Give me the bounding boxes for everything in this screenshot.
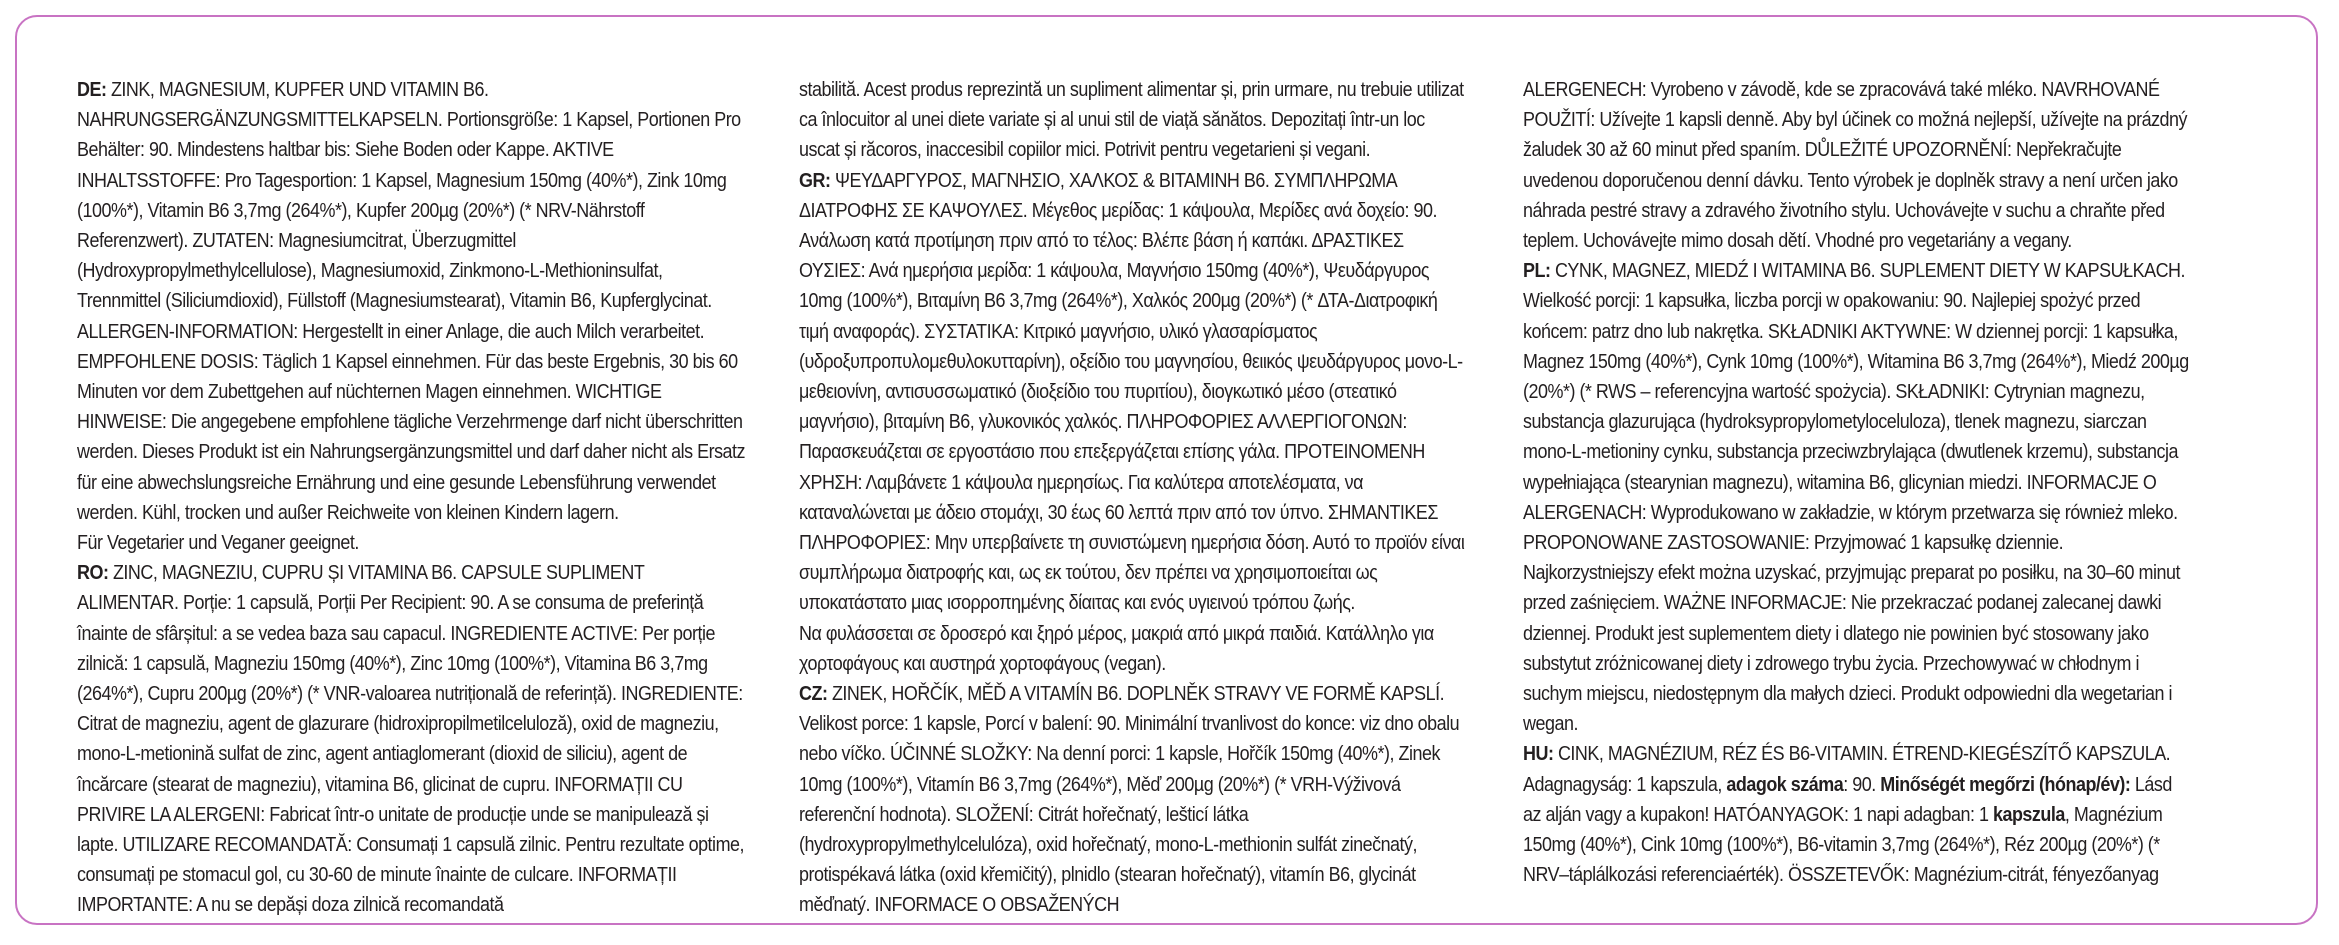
hu-bold-3: kapszula bbox=[1992, 803, 2065, 826]
section-cz bbox=[799, 679, 1468, 921]
section-ro bbox=[77, 558, 746, 920]
gr-tail: Να φυλάσσεται σε δροσερό και ξηρό μέρος, μακριά από μικρά παιδιά. Κατάλληλο για χορτοφάγους και αυστηρά χορτοφάγους (vegan). bbox=[799, 622, 1434, 675]
lang-code-gr: GR: bbox=[799, 169, 831, 192]
pl-text: CYNK, MAGNEZ, MIEDŹ I WITAMINA B6. SUPLEMENT DIETY W KAPSUŁKACH. Wielkość porcji: 1 kapsułka, liczba porcji w opakowaniu: 90. Najlepiej spożyć przed końcem: patrz dno lub nakrętka. SKŁADNIKI AKTYWNE: W dziennej porcji: 1 kapsułka, Magnez 150mg (40%*), Cynk 10mg (100%*), Witamina B6 3,7mg (264%*), Miedź 200µg (20%*) (* RWS – referencyjna wartość spożycia). SKŁADNIKI: Cytrynian magnezu, substancja glazurująca (hydroksypropylometyloceluloza), tlenek magnezu, siarczan mono-L-metioniny cynku, substancja przeciwzbrylająca (dwutlenek krzemu), substancja wypełniająca (stearynian magnezu), witamina B6, glicynian miedzi. INFORMACJE O ALERGENACH: Wyprodukowano w zakładzie, w którym przetwarza się również mleko. PROPONOWANE ZASTOSOWANIE: Przyjmować 1 kapsułkę dziennie. Najkorzystniejszy efekt można uzyskać, przyjmując preparat po posiłku, na 30–60 minut przed zaśnięciem. WAŻNE INFORMACJE: Nie przekraczać podanej zalecanej dawki dziennej. Produkt jest suplementem diety i dlatego nie powinien być stosowany jako substytut zróżnicowanej diety i zdrowego trybu życia. Przechowywać w chłodnym i suchym miejscu, niedostępnym dla małych dzieci. Produkt odpowiedni dla wegetarian i wegan. bbox=[1523, 260, 2189, 736]
lang-code-cz: CZ: bbox=[799, 683, 828, 706]
hu-text-2: : 90. bbox=[1843, 773, 1881, 796]
column-left bbox=[77, 75, 746, 921]
section-hu bbox=[1523, 739, 2192, 890]
column-right bbox=[1523, 75, 2192, 890]
de-title: ZINK, MAGNESIUM, KUPFER UND VITAMIN B6. bbox=[106, 79, 489, 101]
hu-text-1: CINK, MAGNÉZIUM, RÉZ ÉS B6-VITAMIN. ÉTREND-KIEGÉSZÍTŐ KAPSZULA. Adagnagyság: 1 kapszula, bbox=[1523, 743, 2171, 796]
column-middle bbox=[799, 75, 1468, 921]
ro-continued: stabilită. Acest produs reprezintă un supliment alimentar și, prin urmare, nu trebuie utilizat ca înlocuitor al unei diete variate și al unui stil de viață sănătos. Depozitați într-un loc uscat și răcoros, inaccesibil copiilor mici. Potrivit pentru vegetarieni și vegani. bbox=[799, 79, 1464, 162]
cz-continued: ALERGENECH: Vyrobeno v závodě, kde se zpracovává také mléko. NAVRHOVANÉ POUŽITÍ: Užívejte 1 kapsli denně. Aby byl účinek co možná nejlepší, užívejte na prázdný žaludek 30 až 60 minut před spaním. DŮLEŽITÉ UPOZORNĚNÍ: Nepřekračujte uvedenou doporučenou denní dávku. Tento výrobek je doplněk stravy a není určen jako náhrada pestré stravy a zdravého životního stylu. Uchovávejte v suchu a chraňte před teplem. Uchovávejte mimo dosah dětí. Vhodné pro vegetariány a vegany. bbox=[1523, 79, 2188, 253]
section-pl bbox=[1523, 256, 2192, 739]
cz-text: ZINEK, HOŘČÍK, MĚĎ A VITAMÍN B6. DOPLNĚK STRAVY VE FORMĚ KAPSLÍ. Velikost porce: 1 kapsle, Porcí v balení: 90. Minimální trvanlivost do konce: viz dno obalu nebo víčko. ÚČINNÉ SLOŽKY: Na denní porci: 1 kapsle, Hořčík 150mg (40%*), Zinek 10mg (100%*), Vitamín B6 3,7mg (264%*), Měď 200µg (20%*) (* VRH-Výživová referenční hodnota). SLOŽENÍ: Citrát hořečnatý, lešticí látka (hydroxypropylmethylcelulóza), oxid hořečnatý, mono-L-methionin sulfát zinečnatý, protispékavá látka (oxid křemičitý), plnidlo (stearan hořečnatý), vitamín B6, glycinát měďnatý. INFORMACE O OBSAŽENÝCH bbox=[799, 683, 1460, 917]
de-text: NAHRUNGSERGÄNZUNGSMITTELKAPSELN. Portionsgröße: 1 Kapsel, Portionen Pro Behälter: 90. Mindestens haltbar bis: Siehe Boden oder Kappe. AKTIVE INHALTSSTOFFE: Pro Tagesportion: 1 Kapsel, Magnesium 150mg (40%*), Zink 10mg (100%*), Vitamin B6 3,7mg (264%*), Kupfer 200µg (20%*) (* NRV-Nährstoff Referenzwert). ZUTATEN: Magnesiumcitrat, Überzugmittel (Hydroxypropylmethylcellulose), Magnesiumoxid, Zinkmono-L-Methioninsulfat, Trennmittel (Siliciumdioxid), Füllstoff (Magnesiumstearat), Vitamin B6, Kupferglycinat. ALLERGEN-INFORMATION: Hergestellt in einer Anlage, die auch Milch verarbeitet. EMPFOHLENE DOSIS: Täglich 1 Kapsel einnehmen. Für das beste Ergebnis, 30 bis 60 Minuten vor dem Zubettgehen auf nüchternen Magen einnehmen. WICHTIGE HINWEISE: Die angegebene empfohlene tägliche Verzehrmenge darf nicht überschritten werden. Dieses Produkt ist ein Nahrungsergänzungsmittel und darf daher nicht als Ersatz für eine abwechslungsreiche Ernährung und eine gesunde Lebensführung verwendet werden. Kühl, trocken und außer Reichweite von kleinen Kindern lagern. bbox=[77, 109, 746, 524]
section-de bbox=[77, 75, 746, 528]
hu-bold-1: adagok száma bbox=[1726, 773, 1844, 796]
lang-code-de: DE: bbox=[77, 79, 107, 101]
lang-code-hu: HU: bbox=[1523, 743, 1554, 766]
hu-text-4: , Magnézium 150mg (40%*), Cink 10mg (100%*), B6-vitamin 3,7mg (264%*), Réz 200µg (20%*) (* NRV–táplálkozási referenciaérték). ÖSSZETEVŐK: Magnézium-citrát, fényezőanyag bbox=[1523, 803, 2163, 887]
de-tail: Für Vegetarier und Veganer geeignet. bbox=[77, 532, 359, 555]
ro-text: ZINC, MAGNEZIU, CUPRU ȘI VITAMINA B6. CAPSULE SUPLIMENT ALIMENTAR. Porție: 1 capsulă, Porții Per Recipient: 90. A se consuma de preferință înainte de sfârșitul: a se vedea baza sau capacul. INGREDIENTE ACTIVE: Per porție zilnică: 1 capsulă, Magneziu 150mg (40%*), Zinc 10mg (100%*), Vitamina B6 3,7mg (264%*), Cupru 200µg (20%*) (* VNR-valoarea nutrițională de referință). INGREDIENTE: Citrat de magneziu, agent de glazurare (hidroxipropilmetilceluloză), oxid de magneziu, mono-L-metionină sulfat de zinc, agent antiaglomerant (dioxid de siliciu), agent de încărcare (stearat de magneziu), vitamina B6, glicinat de cupru. INFORMAȚII CU PRIVIRE LA ALERGENI: Fabricat într-o unitate de producție unde se manipulează și lapte. UTILIZARE RECOMANDATĂ: Consumați 1 capsulă zilnic. Pentru rezultate optime, consumați pe stomacul gol, cu 30-60 de minute înainte de culcare. INFORMAȚII IMPORTANTE: A nu se depăși doza zilnică recomandată bbox=[77, 562, 745, 917]
lang-code-ro: RO: bbox=[77, 562, 109, 585]
section-gr bbox=[799, 166, 1468, 619]
lang-code-pl: PL: bbox=[1523, 260, 1551, 283]
gr-text: ΨΕΥΔΑΡΓΥΡΟΣ, ΜΑΓΝΗΣΙΟ, ΧΑΛΚΟΣ & ΒΙΤΑΜΙΝΗ B6. ΣΥΜΠΛΗΡΩΜΑ ΔΙΑΤΡΟΦΗΣ ΣΕ ΚΑΨΟΥΛΕΣ. Μέγεθος μερίδας: 1 κάψουλα, Μερίδες ανά δοχείο: 90. Ανάλωση κατά προτίμηση πριν από το τέλος: Βλέπε βάση ή καπάκι. ΔΡΑΣΤΙΚΕΣ ΟΥΣΙΕΣ: Ανά ημερήσια μερίδα: 1 κάψουλα, Μαγνήσιο 150mg (40%*), Ψευδάργυρος 10mg (100%*), Βιταμίνη B6 3,7mg (264%*), Χαλκός 200µg (20%*) (* ΔΤΑ-Διατροφική τιμή αναφοράς). ΣΥΣΤΑΤΙΚΑ: Κιτρικό μαγνήσιο, υλικό γλασαρίσματος (υδροξυπροπυλομεθυλοκυτταρίνη), οξείδιο του μαγνησίου, θειικός ψευδάργυρος μονο-L-μεθειονίνη, αντισυσσωματικό (διοξείδιο του πυριτίου), διογκωτικό μέσο (στεατικό μαγνήσιο), βιταμίνη B6, γλυκονικός χαλκός. ΠΛΗΡΟΦΟΡΙΕΣ ΑΛΛΕΡΓΙΟΓΟΝΩΝ: Παρασκευάζεται σε εργοστάσιο που επεξεργάζεται επίσης γάλα. ΠΡΟΤΕΙΝΟΜΕΝΗ ΧΡΗΣΗ: Λαμβάνετε 1 κάψουλα ημερησίως. Για καλύτερα αποτελέσματα, να καταναλώνεται με άδειο στομάχι, 30 έως 60 λεπτά πριν από τον ύπνο. ΣΗΜΑΝΤΙΚΕΣ ΠΛΗΡΟΦΟΡΙΕΣ: Μην υπερβαίνετε τη συνιστώμενη ημερήσια δόση. Αυτό το προϊόν είναι συμπλήρωμα διατροφής και, ως εκ τούτου, δεν πρέπει να χρησιμοποιείται ως υποκατάστατο μιας ισορροπημένης δίαιτας και ενός υγιεινού τρόπου ζωής. bbox=[799, 169, 1465, 615]
hu-text-3: Lásd az alján vagy a kupakon! HATÓANYAGOK: 1 napi adagban: 1 bbox=[1523, 773, 2172, 826]
hu-bold-2: Minőségét megőrzi (hónap/év): bbox=[1880, 773, 2131, 796]
